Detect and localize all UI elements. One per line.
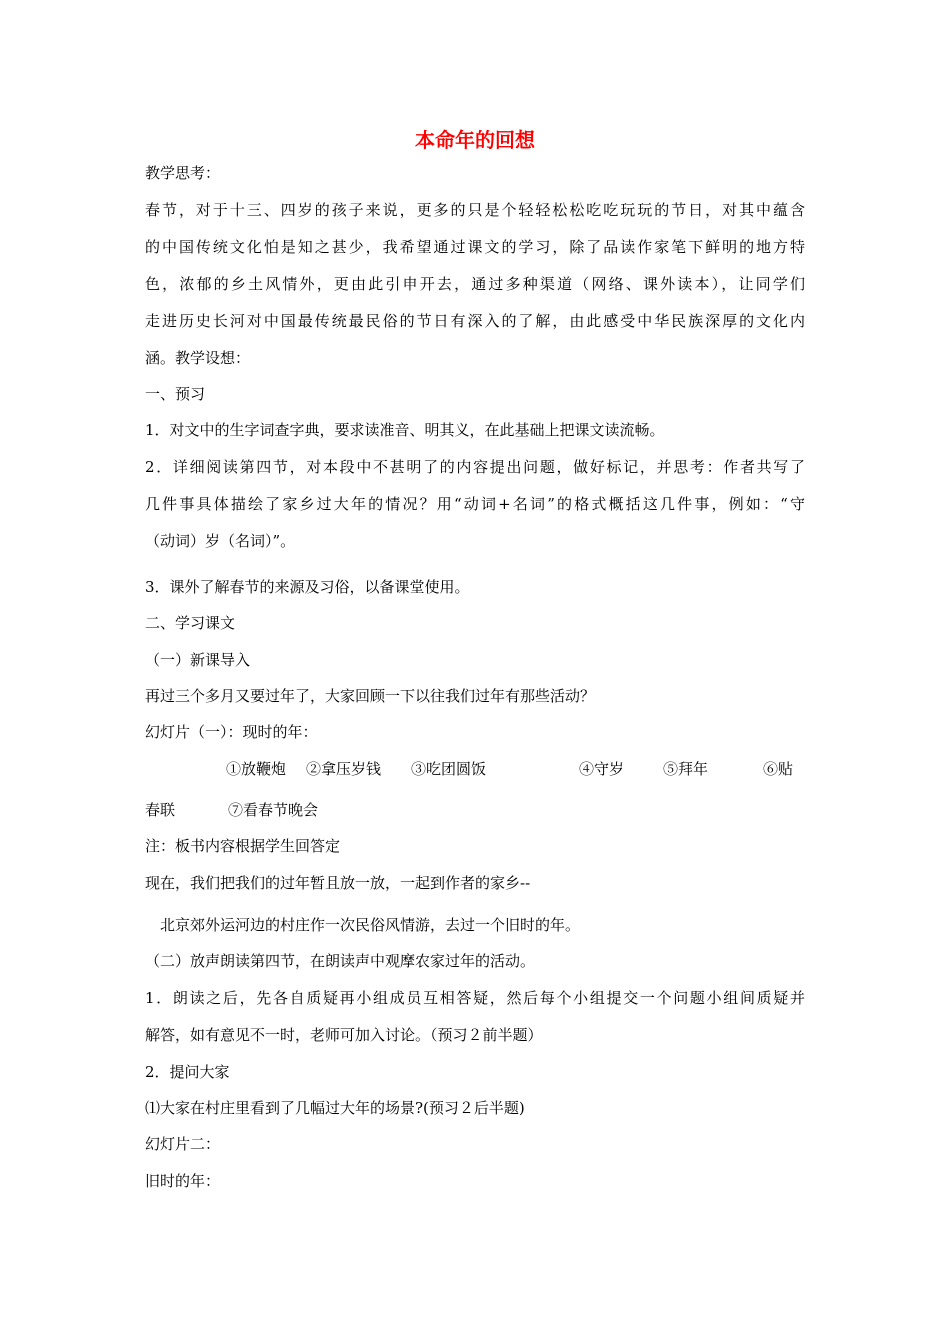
list-item: ④守岁 [579,760,625,778]
paragraph-line: 涵。教学设想： [145,349,251,367]
list-item: 1．朗读之后，先各自质疑再小组成员互相答疑，然后每个小组提交一个问题小组间质疑并 [145,989,805,1007]
list-item: 2．提问大家 [145,1063,230,1081]
slide2-label: 幻灯片二： [145,1135,221,1153]
slide1-label: 幻灯片（一）：现时的年： [145,723,318,741]
list-item: ②拿压岁钱 [306,760,382,778]
subsection-heading: （二）放声朗读第四节，在朗读声中观摩农家过年的活动。 [145,952,536,970]
list-item: 几件事具体描绘了家乡过大年的情况？用“动词+名词”的格式概括这几件事，例如：“守 [145,495,805,513]
list-item: ⑤拜年 [663,760,709,778]
list-item: 解答，如有意见不一时，老师可加入讨论。（预习２前半题） [145,1026,543,1044]
intro-question: 再过三个多月又要过年了，大家回顾一下以往我们过年有那些活动？ [145,687,596,705]
note: 注：板书内容根据学生回答定 [145,837,341,855]
page-title: 本命年的回想 [415,128,535,152]
list-item: ⑦看春节晚会 [228,801,319,819]
paragraph-line: 春节，对于十三、四岁的孩子来说，更多的只是个轻轻松松吃吃玩玩的节日，对其中蕴含 [145,201,805,219]
list-item: 3．课外了解春节的来源及习俗，以备课堂使用。 [145,578,470,596]
subsection-heading: （一）新课导入 [145,651,251,669]
list-item: （动词）岁（名词）”。 [145,532,296,550]
list-item: ⑴大家在村庄里看到了几幅过大年的场景?(预习２后半题) [145,1099,525,1117]
part1-heading: 一、预习 [145,385,206,403]
old-year-label: 旧时的年： [145,1172,221,1190]
list-item: 1．对文中的生字词查字典，要求读准音、明其义，在此基础上把课文读流畅。 [145,421,665,439]
list-item: ⑥贴 [763,760,794,778]
list-item: ①放鞭炮 [226,760,287,778]
list-item: ③吃团圆饭 [411,760,487,778]
paragraph-line: 北京郊外运河边的村庄作一次民俗风情游，去过一个旧时的年。 [160,916,581,934]
list-item: 2．详细阅读第四节，对本段中不甚明了的内容提出问题，做好标记，并思考：作者共写了 [145,458,805,476]
paragraph-line: 色，浓郁的乡土风情外，更由此引申开去，通过多种渠道（网络、课外读本），让同学们 [145,275,805,293]
paragraph-line: 的中国传统文化怕是知之甚少，我希望通过课文的学习，除了品读作家笔下鲜明的地方特 [145,238,805,256]
section-heading-thinking: 教学思考： [145,164,221,182]
paragraph-line: 走进历史长河对中国最传统最民俗的节日有深入的了解，由此感受中华民族深厚的文化内 [145,312,805,330]
part2-heading: 二、学习课文 [145,614,236,632]
paragraph-line: 现在，我们把我们的过年暂且放一放，一起到作者的家乡-- [145,874,531,892]
list-item: 春联 [145,801,176,819]
